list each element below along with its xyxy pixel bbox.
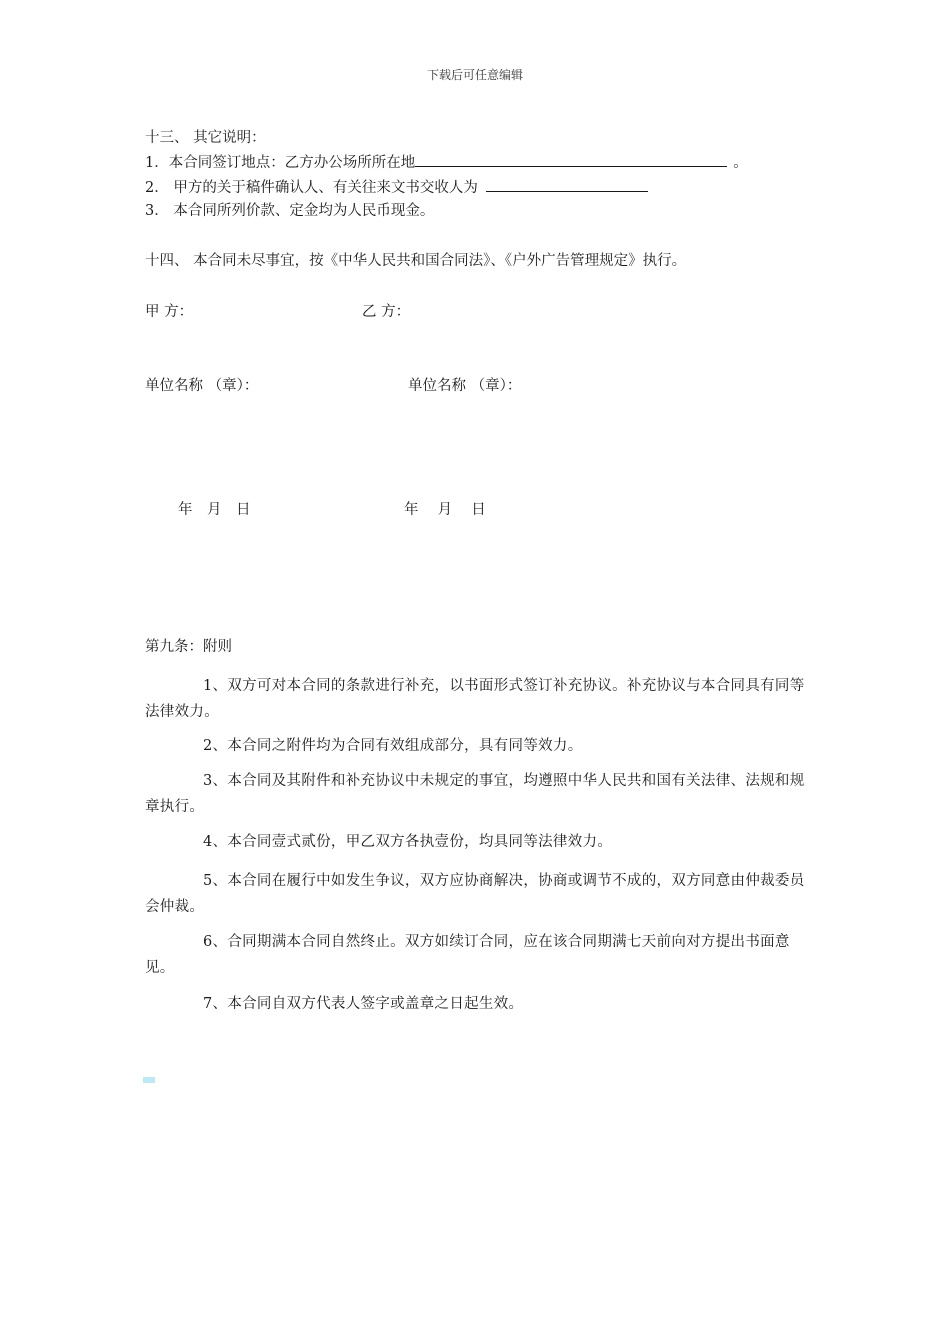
contact-person-blank	[486, 177, 648, 192]
item-1-suffix: 。	[733, 155, 748, 171]
party-b-label: 乙 方：	[362, 304, 411, 320]
article-9-clause-3: 3、本合同及其附件和补充协议中未规定的事宜，均遵照中华人民共和国有关法律、法规和规章执行。	[145, 773, 805, 815]
header-note: 下载后可任意编辑	[426, 68, 523, 82]
section-13-title: 十三、 其它说明：	[145, 130, 266, 146]
party-a-date: 年 月 日	[178, 502, 251, 518]
cursor-marker	[143, 1077, 155, 1083]
party-b-unit-name: 单位名称 （章）：	[408, 378, 522, 394]
article-9-clause-5: 5、本合同在履行中如发生争议，双方应协商解决，协商或调节不成的，双方同意由仲裁委员会仲裁。	[145, 873, 805, 915]
item-1-text: 1．本合同签订地点：乙方办公场所所在地	[145, 155, 416, 171]
section-13-item-3: 3． 本合同所列价款、定金均为人民币现金。	[145, 203, 435, 219]
item-2-text: 2． 甲方的关于稿件确认人、有关往来文书交收人为	[145, 180, 478, 196]
party-b-date: 年 月 日	[404, 502, 486, 518]
article-9-clause-1: 1、双方可对本合同的条款进行补充，以书面形式签订补充协议。补充协议与本合同具有同等法律效力。	[145, 678, 805, 720]
article-9-clause-2: 2、本合同之附件均为合同有效组成部分，具有同等效力。	[203, 738, 583, 754]
article-9-clause-4: 4、本合同壹式贰份，甲乙双方各执壹份，均具同等法律效力。	[203, 834, 613, 850]
signing-place-blank	[415, 152, 727, 167]
section-14: 十四、 本合同未尽事宜，按《中华人民共和国合同法》、《户外广告管理规定》执行。	[145, 253, 687, 269]
article-9-clause-6: 6、合同期满本合同自然终止。双方如续订合同，应在该合同期满七天前向对方提出书面意见。	[145, 934, 790, 976]
article-9-clause-7: 7、本合同自双方代表人签字或盖章之日起生效。	[203, 996, 524, 1012]
section-13-item-2	[145, 177, 648, 198]
section-13-item-1	[145, 152, 748, 173]
article-9-title: 第九条：附则	[145, 639, 232, 655]
party-a-unit-name: 单位名称 （章）：	[145, 378, 259, 394]
party-a-label: 甲 方：	[145, 304, 194, 320]
